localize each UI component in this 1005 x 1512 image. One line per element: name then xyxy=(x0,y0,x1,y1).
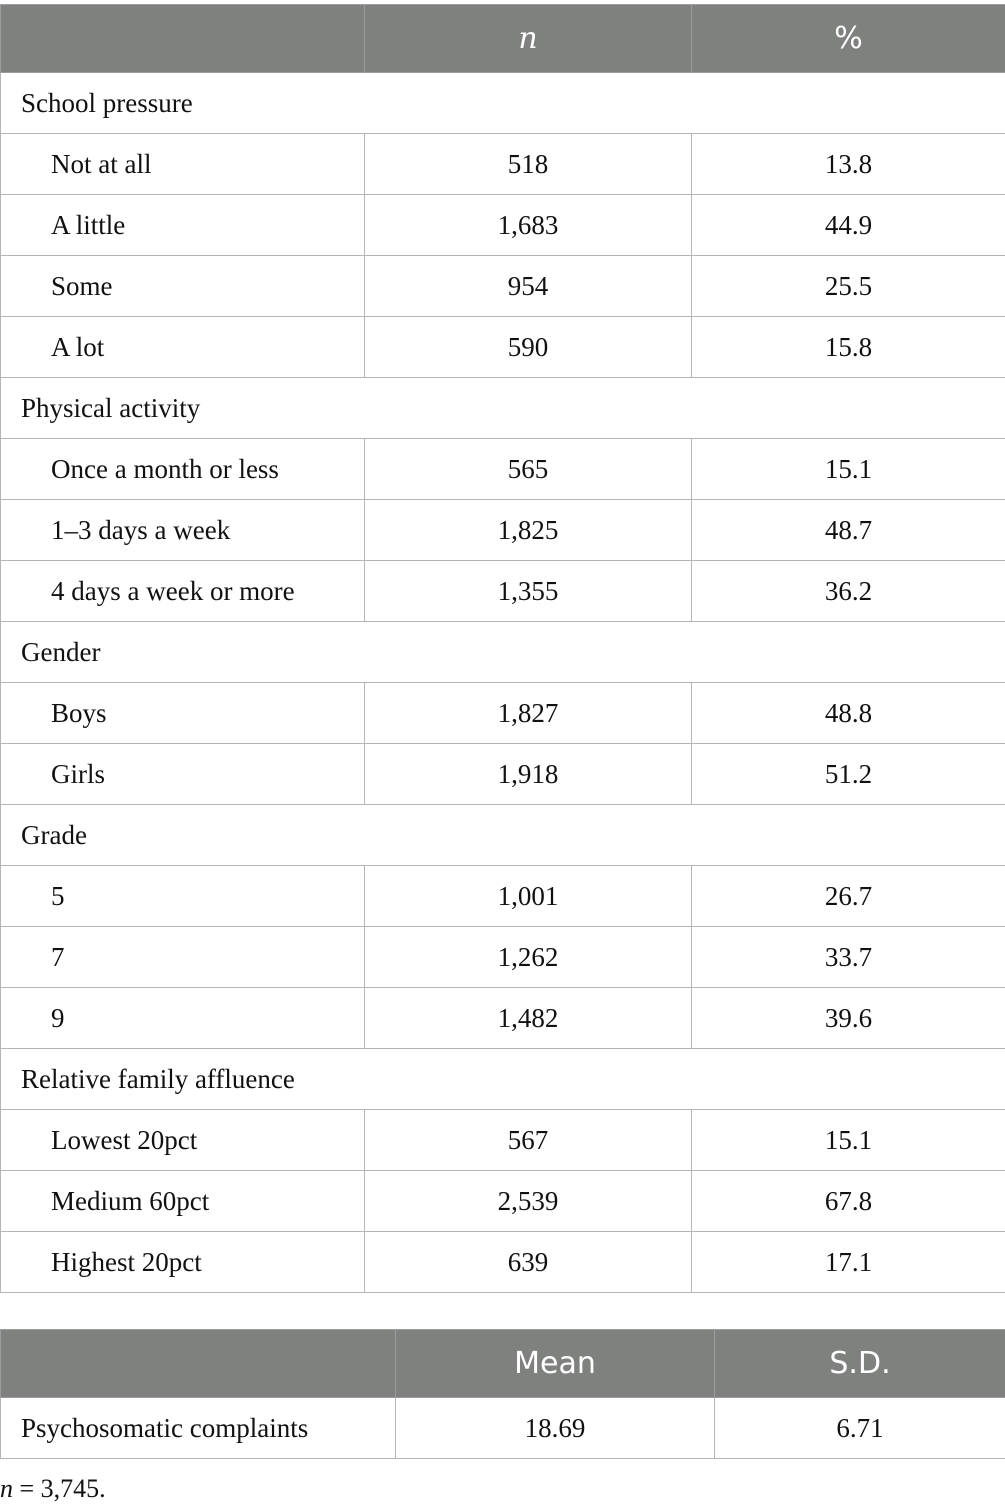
table-row xyxy=(1,683,1005,744)
row-label: 5 xyxy=(1,866,365,927)
mean-value: 18.69 xyxy=(396,1398,715,1459)
table-row xyxy=(1,1110,1005,1171)
section-header-row xyxy=(1,73,1005,134)
section-label: Gender xyxy=(1,622,1005,683)
n-value: 1,262 xyxy=(365,927,692,988)
table-row xyxy=(1,988,1005,1049)
n-value: 518 xyxy=(365,134,692,195)
row-label: Psychosomatic complaints xyxy=(1,1398,396,1459)
note-symbol: n xyxy=(0,1474,13,1503)
row-label: A little xyxy=(1,195,365,256)
frequency-table xyxy=(0,4,1005,1293)
percent-value: 67.8 xyxy=(692,1171,1005,1232)
row-label: Not at all xyxy=(1,134,365,195)
n-value: 565 xyxy=(365,439,692,500)
table-row xyxy=(1,500,1005,561)
percent-value: 25.5 xyxy=(692,256,1005,317)
n-value: 1,482 xyxy=(365,988,692,1049)
descriptive-table-body xyxy=(1,1398,1005,1459)
percent-value: 39.6 xyxy=(692,988,1005,1049)
table-note xyxy=(0,1474,106,1504)
percent-value: 33.7 xyxy=(692,927,1005,988)
table-row xyxy=(1,1398,1005,1459)
section-header-row xyxy=(1,1049,1005,1110)
section-label: Relative family affluence xyxy=(1,1049,1005,1110)
table-row xyxy=(1,1171,1005,1232)
percent-value: 17.1 xyxy=(692,1232,1005,1293)
header-mean: Mean xyxy=(396,1330,715,1398)
table-row xyxy=(1,134,1005,195)
table-row xyxy=(1,927,1005,988)
header-row xyxy=(1,1330,1005,1398)
section-label: Physical activity xyxy=(1,378,1005,439)
percent-value: 13.8 xyxy=(692,134,1005,195)
percent-value: 26.7 xyxy=(692,866,1005,927)
percent-value: 15.1 xyxy=(692,439,1005,500)
row-label: Medium 60pct xyxy=(1,1171,365,1232)
section-header-row xyxy=(1,378,1005,439)
row-label: Once a month or less xyxy=(1,439,365,500)
section-header-row xyxy=(1,622,1005,683)
n-value: 567 xyxy=(365,1110,692,1171)
row-label: Boys xyxy=(1,683,365,744)
n-value: 1,918 xyxy=(365,744,692,805)
percent-value: 48.8 xyxy=(692,683,1005,744)
row-label: A lot xyxy=(1,317,365,378)
section-label: Grade xyxy=(1,805,1005,866)
header-label-cell xyxy=(1,5,365,73)
table-row xyxy=(1,744,1005,805)
table-row xyxy=(1,317,1005,378)
table-row xyxy=(1,1232,1005,1293)
n-value: 2,539 xyxy=(365,1171,692,1232)
percent-value: 15.1 xyxy=(692,1110,1005,1171)
header-label-cell xyxy=(1,1330,396,1398)
row-label: 4 days a week or more xyxy=(1,561,365,622)
frequency-table-body xyxy=(1,73,1005,1293)
n-value: 590 xyxy=(365,317,692,378)
n-value: 1,001 xyxy=(365,866,692,927)
header-sd: S.D. xyxy=(715,1330,1005,1398)
row-label: Highest 20pct xyxy=(1,1232,365,1293)
row-label: 1–3 days a week xyxy=(1,500,365,561)
row-label: Some xyxy=(1,256,365,317)
header-n: n xyxy=(365,5,692,73)
table-row xyxy=(1,439,1005,500)
n-value: 954 xyxy=(365,256,692,317)
row-label: Girls xyxy=(1,744,365,805)
sd-value: 6.71 xyxy=(715,1398,1005,1459)
table-row xyxy=(1,561,1005,622)
section-header-row xyxy=(1,805,1005,866)
descriptive-table xyxy=(0,1329,1005,1459)
n-value: 639 xyxy=(365,1232,692,1293)
row-label: Lowest 20pct xyxy=(1,1110,365,1171)
table-row xyxy=(1,866,1005,927)
n-value: 1,825 xyxy=(365,500,692,561)
table-row xyxy=(1,256,1005,317)
table-row xyxy=(1,195,1005,256)
n-value: 1,827 xyxy=(365,683,692,744)
n-value: 1,355 xyxy=(365,561,692,622)
note-text: = 3,745. xyxy=(13,1474,106,1503)
percent-value: 44.9 xyxy=(692,195,1005,256)
row-label: 7 xyxy=(1,927,365,988)
percent-value: 36.2 xyxy=(692,561,1005,622)
row-label: 9 xyxy=(1,988,365,1049)
percent-value: 51.2 xyxy=(692,744,1005,805)
percent-value: 15.8 xyxy=(692,317,1005,378)
n-value: 1,683 xyxy=(365,195,692,256)
section-label: School pressure xyxy=(1,73,1005,134)
percent-value: 48.7 xyxy=(692,500,1005,561)
header-row xyxy=(1,5,1005,73)
header-percent: % xyxy=(692,5,1005,73)
